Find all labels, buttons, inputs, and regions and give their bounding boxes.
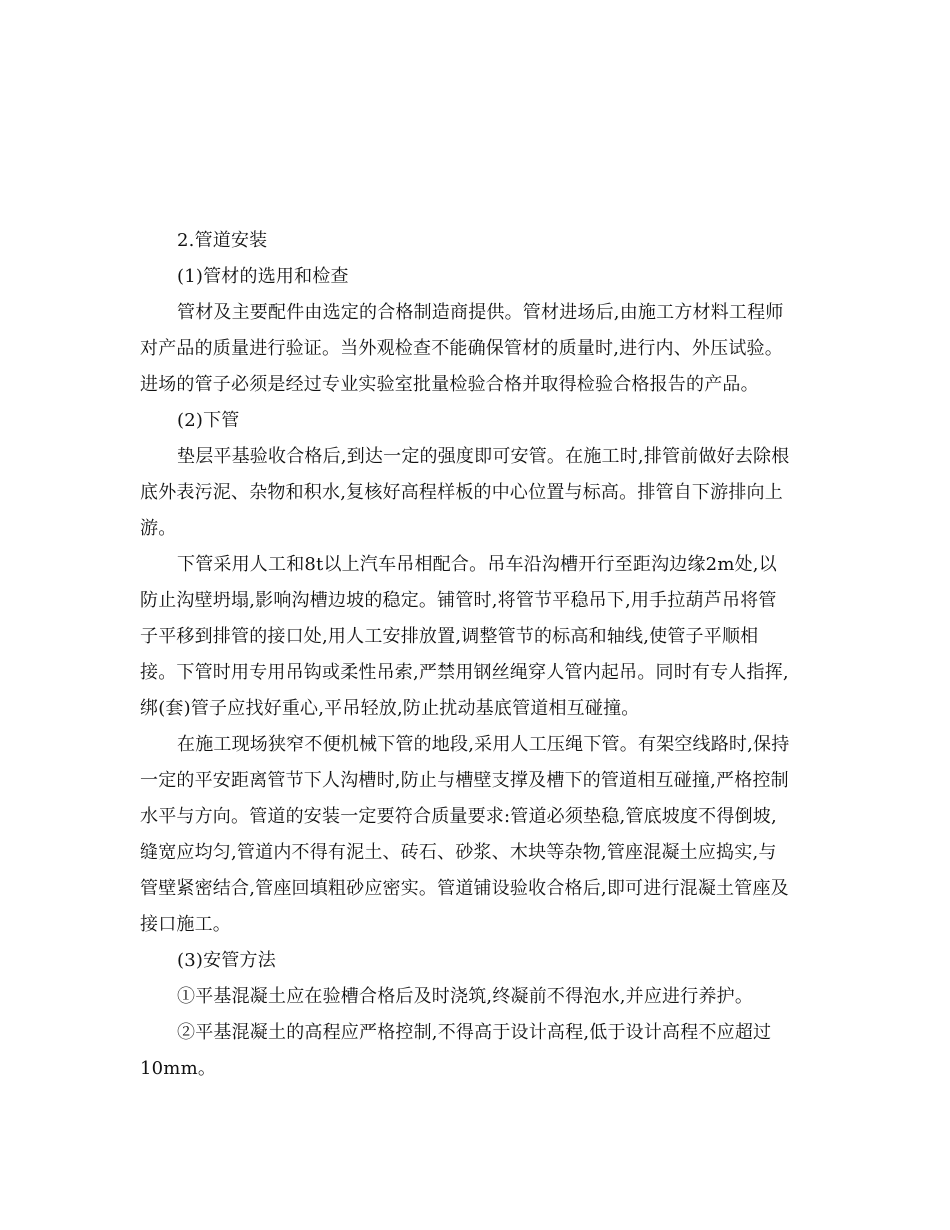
paragraph-line: 水平与方向。管道的安装一定要符合质量要求:管道必须垫稳,管底坡度不得倒坡,: [140, 806, 777, 827]
subheading-lowering-pipe: (2)下管: [177, 410, 240, 431]
subheading-material-selection: (1)管材的选用和检查: [177, 266, 349, 287]
paragraph-line: 管材及主要配件由选定的合格制造商提供。管材进场后,由施工方材料工程师: [177, 302, 784, 323]
paragraph-line: 一定的平安距离管节下人沟槽时,防止与槽壁支撑及槽下的管道相互碰撞,严格控制: [140, 770, 789, 791]
paragraph-line: 绑(套)管子应找好重心,平吊轻放,防止扰动基底管道相互碰撞。: [140, 698, 640, 719]
paragraph-line: 游。: [140, 518, 177, 539]
paragraph-line: 管壁紧密结合,管座回填粗砂应密实。管道铺设验收合格后,即可进行混凝土管座及: [140, 878, 789, 899]
paragraph-line: 接。下管时用专用吊钩或柔性吊索,严禁用钢丝绳穿人管内起吊。同时有专人指挥,: [140, 662, 789, 683]
paragraph-line: 垫层平基验收合格后,到达一定的强度即可安管。在施工时,排管前做好去除根: [177, 446, 790, 467]
paragraph-line: 底外表污泥、杂物和积水,复核好高程样板的中心位置与标高。排管自下游排向上: [140, 482, 783, 503]
paragraph-line: 子平移到排管的接口处,用人工安排放置,调整管节的标高和轴线,使管子平顺相: [140, 626, 759, 647]
paragraph-line: 防止沟壁坍塌,影响沟槽边坡的稳定。铺管时,将管节平稳吊下,用手拉葫芦吊将管: [140, 590, 777, 611]
paragraph-line: 对产品的质量进行验证。当外观检查不能确保管材的质量时,进行内、外压试验。: [140, 338, 783, 359]
paragraph-line: 缝宽应均匀,管道内不得有泥土、砖石、砂浆、木块等杂物,管座混凝土应捣实,与: [140, 842, 777, 863]
section-heading-pipe-installation: 2.管道安装: [177, 230, 268, 251]
subheading-installation-method: (3)安管方法: [177, 950, 276, 971]
paragraph-line: 接口施工。: [140, 914, 231, 935]
list-item-line: ②平基混凝土的高程应严格控制,不得高于设计高程,低于设计高程不应超过: [177, 1022, 772, 1043]
paragraph-line: 下管采用人工和8t以上汽车吊相配合。吊车沿沟槽开行至距沟边缘2m处,以: [177, 554, 777, 575]
list-item-line: 10mm。: [140, 1058, 217, 1079]
list-item-line: ①平基混凝土应在验槽合格后及时浇筑,终凝前不得泡水,并应进行养护。: [177, 986, 754, 1007]
paragraph-line: 进场的管子必须是经过专业实验室批量检验合格并取得检验合格报告的产品。: [140, 374, 759, 395]
paragraph-line: 在施工现场狭窄不便机械下管的地段,采用人工压绳下管。有架空线路时,保持: [177, 734, 790, 755]
